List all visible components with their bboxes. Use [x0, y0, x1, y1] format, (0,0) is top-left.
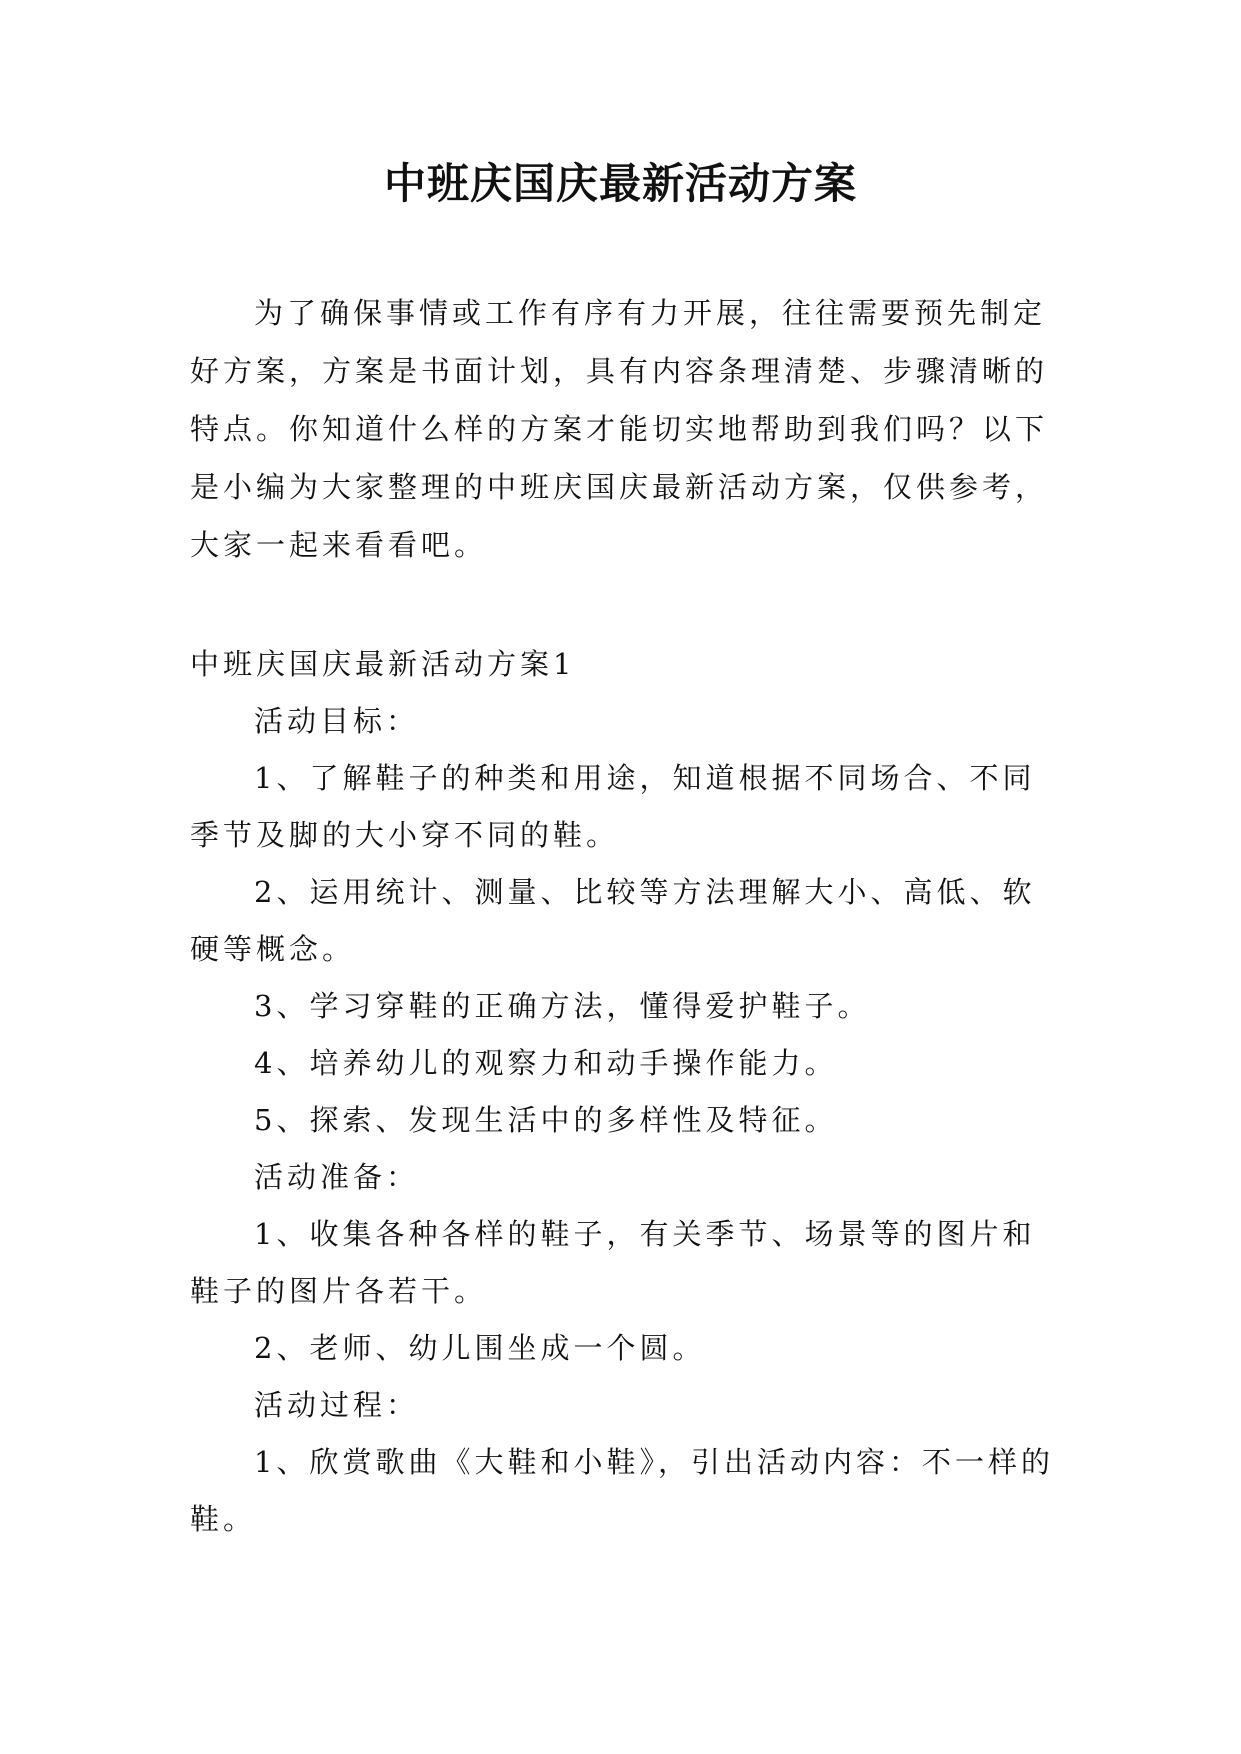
section-line: 1、欣赏歌曲《大鞋和小鞋》，引出活动内容：不一样的 [254, 1445, 1054, 1479]
section-line: 活动准备： [254, 1160, 420, 1194]
section-line: 2、老师、幼儿围坐成一个圆。 [254, 1331, 706, 1365]
section-line: 硬等概念。 [190, 932, 356, 966]
section-line: 4、培养幼儿的观察力和动手操作能力。 [254, 1046, 838, 1080]
section-line: 1、收集各种各样的鞋子，有关季节、场景等的图片和 [254, 1217, 1036, 1251]
document-title: 中班庆国庆最新活动方案 [383, 159, 857, 208]
section-line: 5、探索、发现生活中的多样性及特征。 [254, 1103, 838, 1137]
intro-line: 为了确保事情或工作有序有力开展，往往需要预先制定 [254, 296, 1047, 330]
intro-paragraph [190, 284, 1050, 574]
intro-line: 好方案，方案是书面计划，具有内容条理清楚、步骤清晰的 [190, 354, 1049, 388]
section-line: 活动过程： [254, 1388, 420, 1422]
section-line: 活动目标： [254, 704, 420, 738]
section-line: 鞋子的图片各若干。 [190, 1274, 488, 1308]
intro-line: 特点。你知道什么样的方案才能切实地帮助到我们吗？以下 [190, 412, 1049, 446]
intro-line: 是小编为大家整理的中班庆国庆最新活动方案，仅供参考， [190, 470, 1049, 504]
intro-line: 大家一起来看看吧。 [190, 528, 488, 562]
section-line: 3、学习穿鞋的正确方法，懂得爱护鞋子。 [254, 989, 871, 1023]
section-line: 1、了解鞋子的种类和用途，知道根据不同场合、不同 [254, 761, 1036, 795]
section-line: 2、运用统计、测量、比较等方法理解大小、高低、软 [254, 875, 1036, 909]
section-line: 季节及脚的大小穿不同的鞋。 [190, 818, 620, 852]
section-heading: 中班庆国庆最新活动方案1 [190, 647, 576, 681]
section-line: 鞋。 [190, 1502, 257, 1536]
section-body [190, 636, 1054, 1548]
